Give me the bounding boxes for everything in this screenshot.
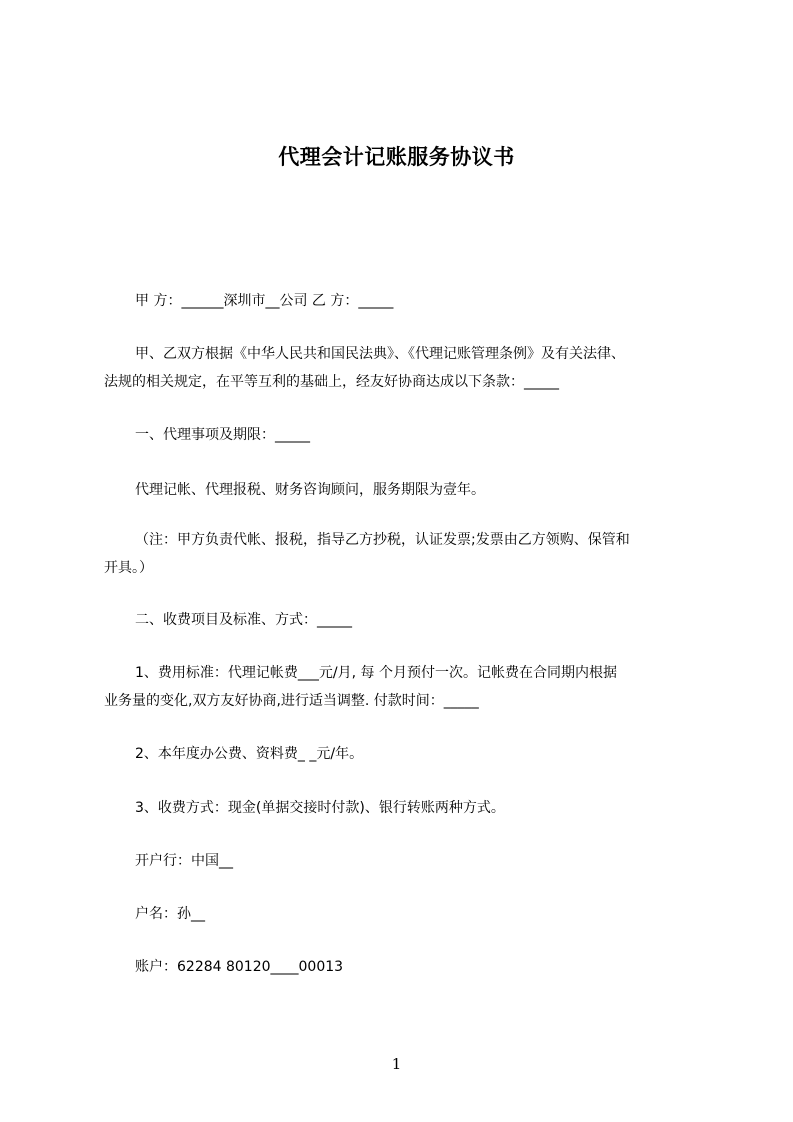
page-number: 1 (391, 1055, 402, 1073)
document-title: 代理会计记账服务协议书 (278, 145, 515, 169)
account-name-line: 户名：孙__ (135, 906, 205, 922)
intro-line-1: 甲、乙双方根据《中华人民共和国民法典》、《代理记账管理条例》及有关法律、 (135, 346, 625, 362)
intro-paragraph (104, 340, 704, 396)
fee-standard-paragraph (104, 659, 704, 715)
account-number-line: 账户：62284 80120____00013 (135, 959, 344, 975)
note-paragraph (104, 526, 704, 582)
office-fee-item: 2、本年度办公费、资料费_ _元/年。 (135, 746, 364, 762)
section-1-heading: 一、代理事项及期限：_____ (135, 427, 310, 443)
bank-line: 开户行：中国__ (135, 853, 233, 869)
note-line-1: （注：甲方负责代帐、报税，指导乙方抄税，认证发票;发票由乙方领购、保管和 (135, 532, 630, 548)
parties-line: 甲 方：______深圳市__公司 乙 方：_____ (135, 293, 394, 309)
fee-standard-line-2: 业务量的变化,双方友好协商,进行适当调整. 付款时间：_____ (104, 693, 479, 709)
section-2-heading: 二、收费项目及标准、方式：_____ (135, 612, 352, 628)
service-scope-text: 代理记帐、代理报税、财务咨询顾问，服务期限为壹年。 (135, 482, 485, 498)
intro-line-2: 法规的相关规定，在平等互利的基础上，经友好协商达成以下条款：_____ (104, 374, 559, 390)
payment-method-item: 3、收费方式：现金(单据交接时付款)、银行转账两种方式。 (135, 800, 505, 816)
fee-standard-line-1: 1、费用标准：代理记帐费___元/月, 每 个月预付一次。记帐费在合同期内根据 (135, 665, 617, 681)
note-line-2: 开具。） (104, 560, 153, 576)
